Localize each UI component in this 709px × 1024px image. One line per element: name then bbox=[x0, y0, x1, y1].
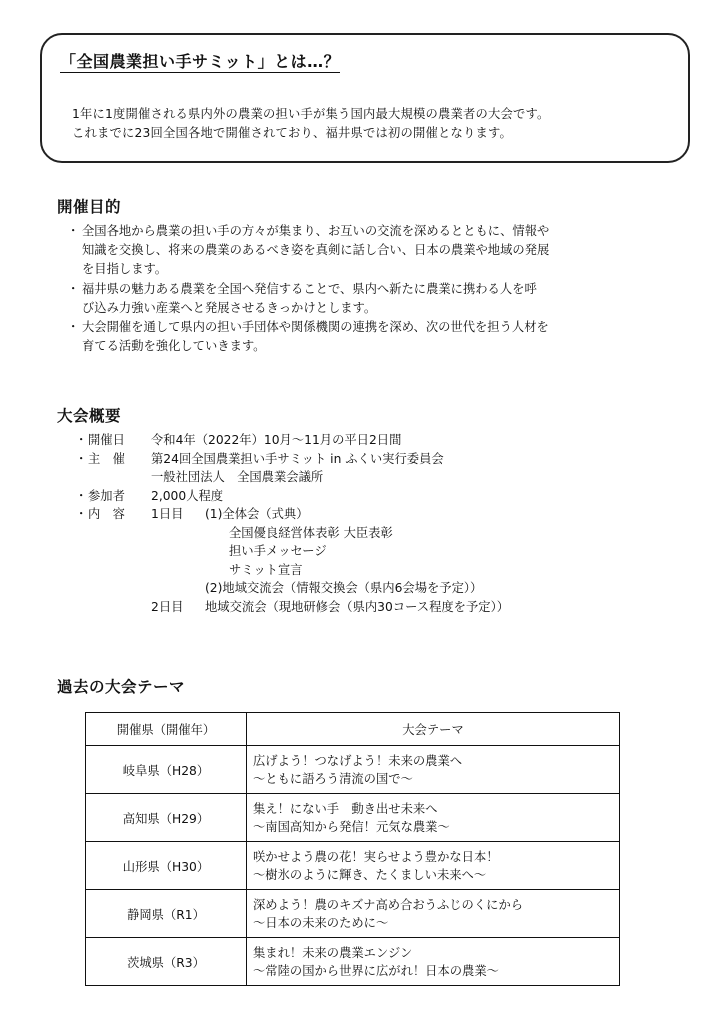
theme-line: 集え！にない手 動き出せ未来へ bbox=[253, 801, 438, 816]
table-cell-theme bbox=[247, 842, 620, 890]
purpose-line: を目指します。 bbox=[82, 262, 168, 277]
table-cell-pref: 岐阜県（H28） bbox=[86, 746, 247, 794]
list-item: ・ 大会開催を通して県内の担い手団体や関係機関の連携を深め、次の世代を担う人材を 育てる活動を強化していきます。 bbox=[67, 318, 697, 356]
date-value: 令和4年（2022年）10月～11月の平日2日間 bbox=[151, 433, 402, 447]
intro-line: 1年に1度開催される県内外の農業の担い手が集う国内最大規模の農業者の大会です。 bbox=[72, 107, 550, 121]
content-label: 内 容 bbox=[88, 507, 125, 521]
purpose-line: 全国各地から農業の担い手の方々が集まり、お互いの交流を深めるとともに、情報や bbox=[82, 224, 550, 238]
theme-line: ～樹氷のように輝き、たくましい未来へ～ bbox=[253, 867, 487, 882]
day1-sub: 担い手メッセージ bbox=[229, 544, 327, 558]
theme-line: 広げよう！つなげよう！未来の農業へ bbox=[253, 753, 463, 768]
day1-label: 1日目 bbox=[151, 507, 184, 521]
purpose-line: び込み力強い産業へと発展させるきっかけとします。 bbox=[82, 300, 377, 315]
date-label: 開催日 bbox=[88, 433, 125, 447]
theme-line: 咲かせよう農の花！実らせよう豊かな日本！ bbox=[253, 849, 499, 864]
table-cell-pref: 茨城県（R3） bbox=[86, 938, 247, 986]
list-item: ・ 福井県の魅力ある農業を全国へ発信することで、県内へ新たに農業に携わる人を呼 び込み力強い産業へと発展させるきっかけとします。 bbox=[67, 280, 697, 318]
table-row bbox=[86, 794, 620, 842]
bullet: ・ bbox=[75, 451, 88, 466]
purpose-line: 大会開催を通して県内の担い手団体や関係機関の連携を深め、次の世代を担う人材を bbox=[82, 320, 549, 335]
theme-line: ～ともに語ろう清流の国で～ bbox=[253, 771, 413, 786]
column-header: 大会テーマ bbox=[247, 713, 620, 746]
table-row bbox=[86, 890, 620, 938]
host-value: 一般社団法人 全国農業会議所 bbox=[151, 470, 324, 484]
table-header-row bbox=[86, 713, 620, 746]
bullet: ・ bbox=[75, 433, 88, 447]
day1-sub: サミット宣言 bbox=[229, 562, 303, 577]
day2-item: 地域交流会（現地研修会（県内30コース程度を予定）） bbox=[205, 599, 510, 614]
intro-line: これまでに23回全国各地で開催されており、福井県では初の開催となります。 bbox=[72, 126, 512, 140]
purpose-line: 知識を交換し、将来の農業のあるべき姿を真剣に話し合い、日本の農業や地域の発展 bbox=[82, 243, 550, 258]
purpose-list bbox=[67, 222, 697, 356]
table-row bbox=[86, 746, 620, 794]
theme-line: ～日本の未来のために～ bbox=[253, 915, 389, 930]
purpose-heading: 開催目的 bbox=[57, 198, 122, 216]
host-label: 主 催 bbox=[88, 451, 125, 466]
purpose-line: 育てる活動を強化していきます。 bbox=[82, 339, 266, 354]
table-cell-theme bbox=[247, 938, 620, 986]
table-cell-pref: 高知県（H29） bbox=[86, 794, 247, 842]
host-value: 第24回全国農業担い手サミット in ふくい実行委員会 bbox=[151, 451, 444, 466]
participants-label: 参加者 bbox=[88, 488, 125, 503]
intro-box bbox=[40, 33, 690, 163]
past-themes-table bbox=[85, 712, 620, 986]
day1-item1: (1)全体会（式典） bbox=[205, 507, 309, 521]
day2-label: 2日目 bbox=[151, 599, 184, 614]
day1-sub: 全国優良経営体表彰 大臣表彰 bbox=[229, 525, 393, 540]
theme-line: 集まれ！未来の農業エンジン bbox=[253, 945, 413, 960]
list-item: ・ 全国各地から農業の担い手の方々が集まり、お互いの交流を深めるとともに、情報や 知識を交換し、将来の農業のあるべき姿を真剣に話し合い、日本の農業や地域の発展 を目指します。 bbox=[67, 222, 697, 280]
bullet: ・ bbox=[75, 507, 88, 521]
theme-line: ～常陸の国から世界に広がれ！日本の農業～ bbox=[253, 963, 499, 978]
theme-line: ～南国高知から発信！元気な農業～ bbox=[253, 819, 450, 834]
table-cell-pref: 静岡県（R1） bbox=[86, 890, 247, 938]
purpose-line: 福井県の魅力ある農業を全国へ発信することで、県内へ新たに農業に携わる人を呼 bbox=[82, 281, 537, 296]
column-header: 開催県（開催年） bbox=[86, 713, 247, 746]
bullet: ・ bbox=[75, 488, 88, 503]
table-row bbox=[86, 938, 620, 986]
table-cell-pref: 山形県（H30） bbox=[86, 842, 247, 890]
table-row bbox=[86, 842, 620, 890]
overview-heading: 大会概要 bbox=[57, 407, 122, 425]
participants-value: 2,000人程度 bbox=[151, 488, 224, 503]
theme-line: 深めよう！農のキズナ高め合おうふじのくにから bbox=[253, 897, 524, 912]
table-cell-theme bbox=[247, 890, 620, 938]
day1-item2: (2)地域交流会（情報交換会（県内6会場を予定）） bbox=[205, 581, 483, 595]
table-cell-theme bbox=[247, 746, 620, 794]
past-heading: 過去の大会テーマ bbox=[57, 678, 186, 696]
table-cell-theme bbox=[247, 794, 620, 842]
intro-title: 「全国農業担い手サミット」とは…？ bbox=[60, 52, 341, 71]
intro-text bbox=[72, 105, 682, 143]
